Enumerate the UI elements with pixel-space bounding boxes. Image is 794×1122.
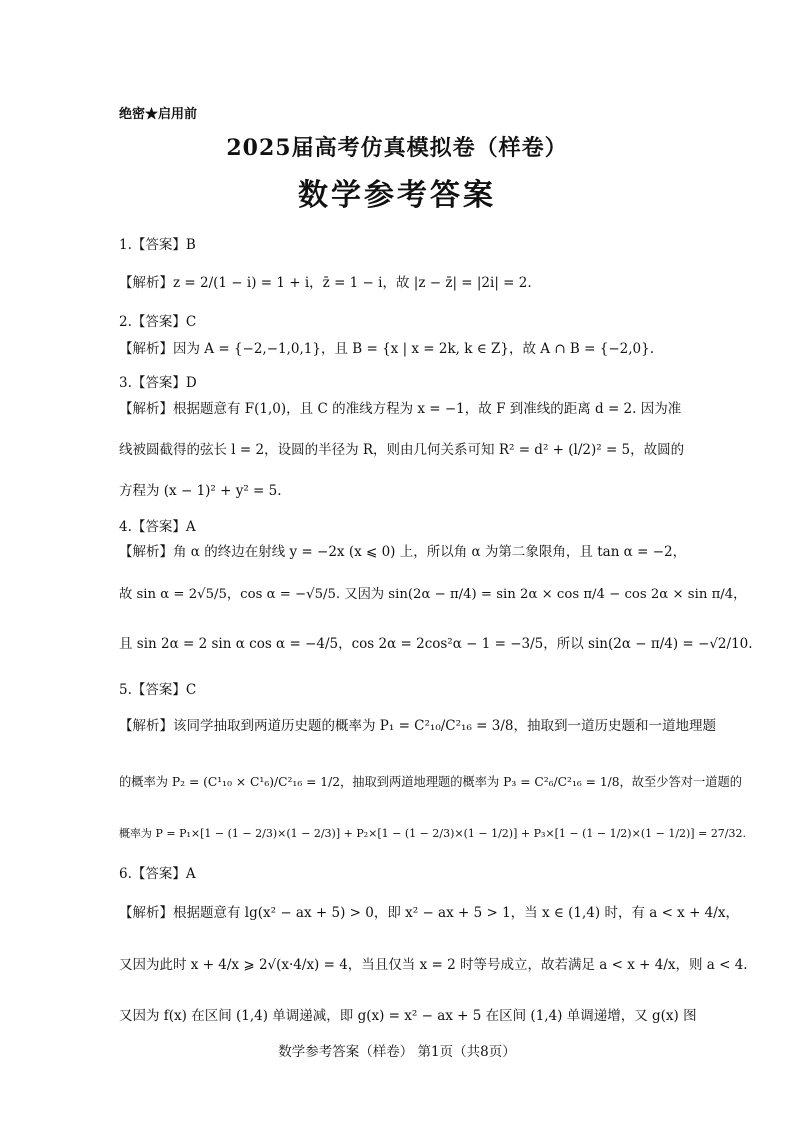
answer-3: 3.【答案】D [119,375,197,391]
answer-5: 5.【答案】C [119,682,197,698]
confidential-label: 绝密★启用前 [119,107,198,122]
exam-title: 2025届高考仿真模拟卷（样卷） [226,135,568,161]
analysis-5-line-2: 的概率为 P₂ = (C¹₁₀ × C¹₆)/C²₁₆ = 1/2，抽取到两道地理题的概率为 P₃ = C²₆/C²₁₆ = 1/8，故至少答对一道题的 [119,775,743,789]
analysis-6-line-3: 又因为 f(x) 在区间 (1,4) 单调递减，即 g(x) = x² − ax + 5 在区间 (1,4) 单调递增，又 g(x) 图 [119,1008,697,1024]
answer-4: 4.【答案】A [119,519,196,535]
analysis-3-line-1: 【解析】根据题意有 F(1,0)，且 C 的准线方程为 x = −1，故 F 到准线的距离 d = 2. 因为准 [119,401,682,417]
analysis-4-line-2: 故 sin α = 2√5/5，cos α = −√5/5. 又因为 sin(2α − π/4) = sin 2α × cos π/4 − cos 2α × sin π/4， [119,587,747,602]
page-footer: 数学参考答案（样卷） 第1页（共8页） [278,1044,516,1060]
analysis-6-line-2: 又因为此时 x + 4/x ⩾ 2√(x·4/x) = 4，当且仅当 x = 2 时等号成立，故若满足 a < x + 4/x，则 a < 4. [119,957,748,973]
analysis-6-line-1: 【解析】根据题意有 lg(x² − ax + 5) > 0，即 x² − ax + 5 > 1，当 x ∈ (1,4) 时，有 a < x + 4/x， [119,905,739,921]
analysis-3-line-2: 线被圆截得的弦长 l = 2，设圆的半径为 R，则由几何关系可知 R² = d² + (l/2)² = 5，故圆的 [119,442,685,458]
analysis-5-line-1: 【解析】该同学抽取到两道历史题的概率为 P₁ = C²₁₀/C²₁₆ = 3/8，抽取到一道历史题和一道地理题 [119,718,716,734]
analysis-3-line-3: 方程为 (x − 1)² + y² = 5. [119,483,282,499]
answer-1: 1.【答案】B [119,237,196,253]
answer-2: 2.【答案】C [119,314,197,330]
analysis-2-line-1: 【解析】因为 A = {−2,−1,0,1}，且 B = {x | x = 2k, k ∈ Z}，故 A ∩ B = {−2,0}. [119,341,654,357]
analysis-1-line-1: 【解析】z = 2/(1 − i) = 1 + i，z̄ = 1 − i，故 |z − z̄| = |2i| = 2. [119,275,532,291]
analysis-4-line-3: 且 sin 2α = 2 sin α cos α = −4/5，cos 2α = 2cos²α − 1 = −3/5，所以 sin(2α − π/4) = −√2/10. [119,636,753,652]
analysis-5-line-3: 概率为 P = P₁×[1 − (1 − 2/3)×(1 − 2/3)] + P₂×[1 − (1 − 2/3)×(1 − 1/2)] + P₃×[1 − (1 − 1/2)×(1 − 1/2)] = 27/32. [119,827,747,840]
answer-6: 6.【答案】A [119,866,196,882]
answer-key-title: 数学参考答案 [298,178,496,213]
analysis-4-line-1: 【解析】角 α 的终边在射线 y = −2x (x ⩽ 0) 上，所以角 α 为第二象限角，且 tan α = −2， [119,544,687,560]
